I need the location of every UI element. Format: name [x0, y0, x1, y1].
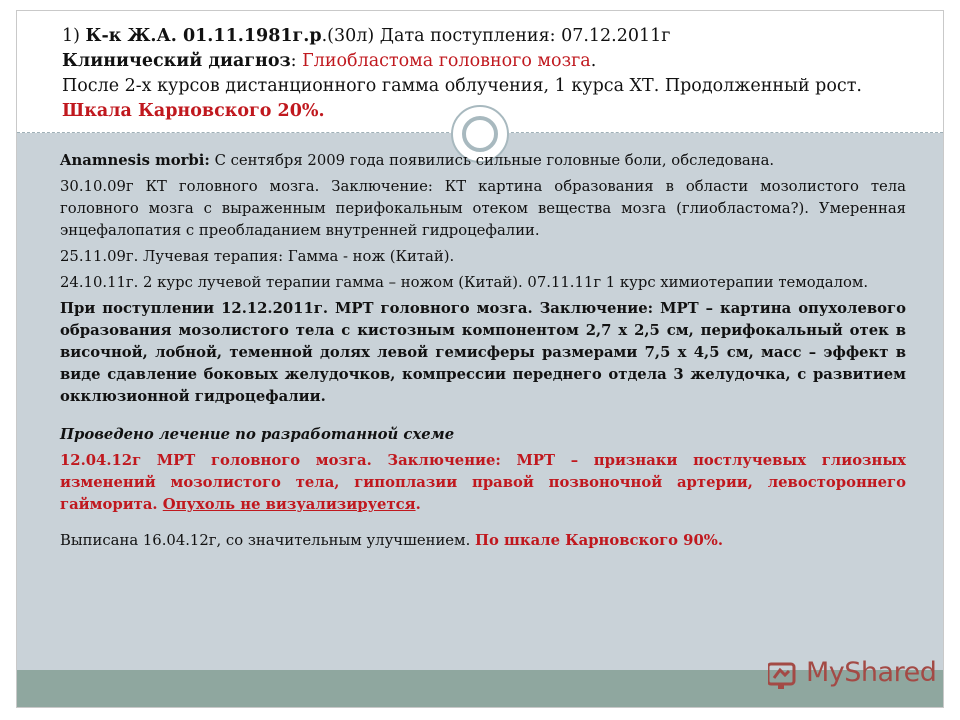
diagnosis-value: Глиобластома головного мозга — [302, 51, 591, 71]
patient-number: 1) — [62, 26, 80, 46]
anamnesis-intro — [60, 150, 906, 172]
patient-id-line — [62, 24, 942, 49]
tumor-status: Опухоль не визуализируется — [162, 496, 416, 513]
gamma-knife-1: 25.11.09г. Лучевая терапия: Гамма - нож (Китай). — [60, 248, 455, 265]
mri-followup — [60, 450, 906, 516]
treatment-summary: После 2-х курсов дистанционного гамма облучения, 1 курса ХТ. Продолженный рост. — [62, 76, 862, 96]
patient-header — [62, 24, 942, 124]
karnofsky-initial: Шкала Карновского 20%. — [62, 101, 325, 121]
anamnesis-content — [60, 150, 906, 556]
karnofsky-final: По шкале Карновского 90%. — [474, 532, 723, 549]
ct-findings: 30.10.09г КТ головного мозга. Заключение: КТ картина образования в области мозолистого тела головного мозга с выраженным перифокальным отеком вещества мозга (глиобластома?). Умеренная энцефалопатия с преобладанием внутренней гидроцефалии. — [60, 178, 906, 239]
patient-name: К-к Ж.А. 01.11.1981г.р — [85, 26, 322, 46]
tumor-status-end: . — [415, 496, 421, 513]
anamnesis-label: Anamnesis morbi: — [60, 152, 210, 169]
diagnosis-label: Клинический диагноз — [62, 51, 291, 71]
diagnosis-line — [62, 49, 942, 74]
discharge-text: Выписана 16.04.12г, со значительным улучшением. — [60, 532, 475, 549]
anamnesis-intro-text: С сентября 2009 года появились сильные головные боли, обследована. — [214, 152, 775, 169]
watermark-text: MyShared — [806, 657, 937, 688]
admission-date: Дата поступления: 07.12.2011г — [379, 26, 671, 46]
discharge-line — [60, 530, 906, 552]
diagnosis-end: . — [590, 51, 597, 71]
mri-followup-text: 12.04.12г МРТ головного мозга. Заключение: МРТ – признаки постлучевых глиозных изменений мозолистого тела, гипоплазии правой позвоночной артерии, левостороннего гайморита. — [60, 452, 906, 513]
gamma-knife-2: 24.10.11г. 2 курс лучевой терапии гамма – ножом (Китай). 07.11.11г 1 курс химиотерапии темодалом. — [60, 274, 869, 291]
treatment-note: Проведено лечение по разработанной схеме — [60, 426, 455, 443]
diagnosis-sep: : — [290, 51, 303, 71]
patient-age: .(30л) — [321, 26, 375, 46]
mri-admission: При поступлении 12.12.2011г. МРТ головного мозга. Заключение: МРТ – картина опухолевого образования мозолистого тела с кистозным компонентом 2,7 х 2,5 см, перифокальный отек в височной, лобной, теменной долях левой гемисферы размерами 7,5 х 4,5 см, масс – эффект в виде сдавление боковых желудочков, компрессии переднего отдела 3 желудочка, с развитием окклюзионной гидроцефалии. — [60, 300, 906, 405]
